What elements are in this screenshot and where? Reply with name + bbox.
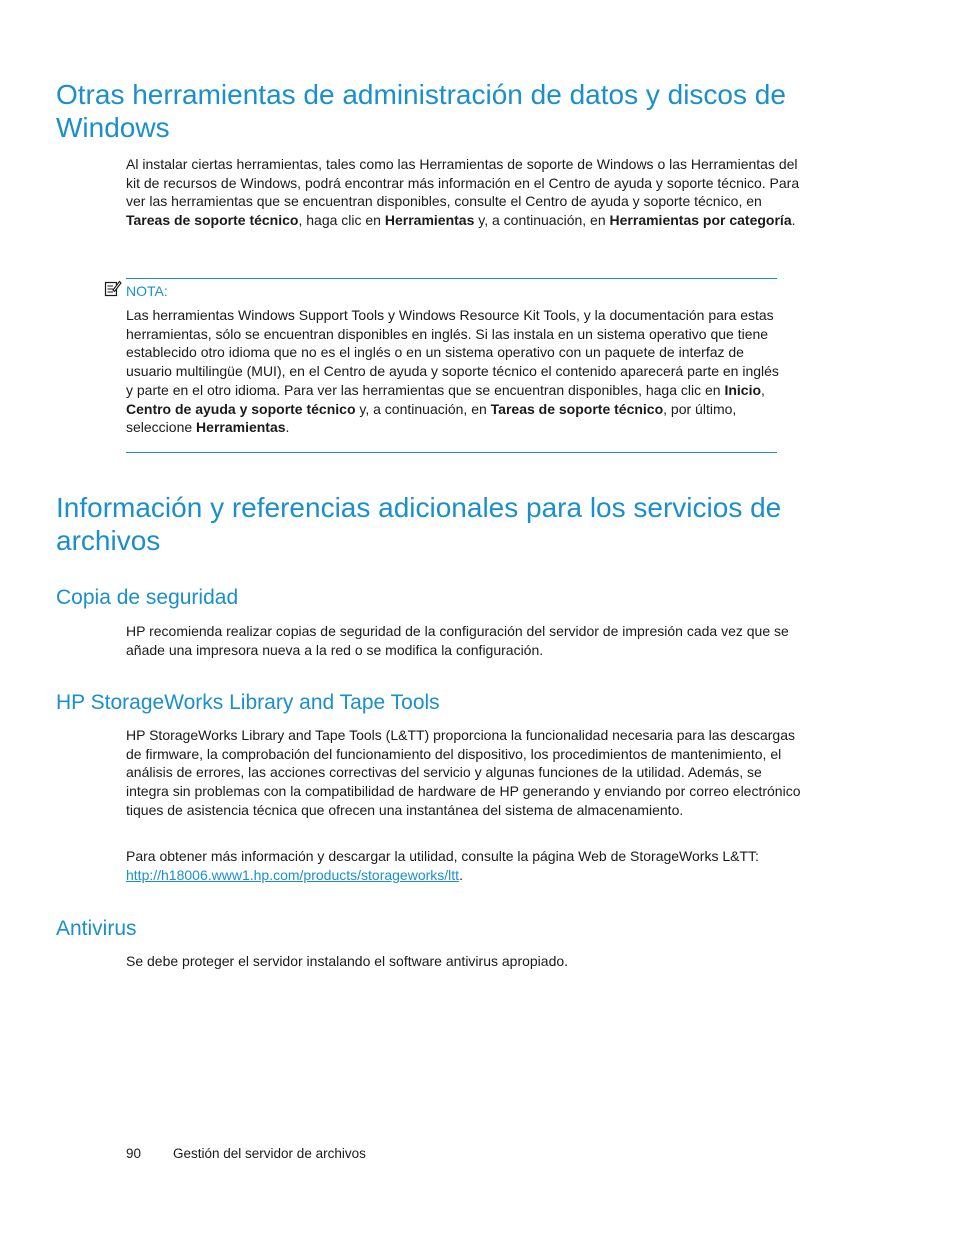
footer-page-number: 90 [126,1146,142,1161]
antivirus-paragraph: Se debe proteger el servidor instalando el software antivirus apropiado. [126,953,569,969]
note-top-rule [126,278,777,279]
subsection-title-backup: Copia de seguridad [56,586,239,609]
subsection-title-ltt: HP StorageWorks Library and Tape Tools [56,691,440,714]
section-title-additional-info: Información y referencias adicionales para los servicios de archivos [56,492,782,556]
note-paragraph: Las herramientas Windows Support Tools y Windows Resource Kit Tools, y la documentación para estas herramientas, sólo se encuentran disponibles en inglés. Si las instala en un sistema operativo que tiene establecido otro idioma que no es el inglés o en un sistema operativo con un paquete de interfaz de usuario multilingüe (MUI), en el Centro de ayuda y soporte técnico el contenido aparecerá parte en inglés y parte en el otro idioma. Para ver las herramientas que se encuentran disponibles, haga clic en Inicio, Centro de ayuda y soporte técnico y, a continuación, en Tareas de soporte técnico, por último, seleccione Herramientas. [126,307,779,436]
note-pencil-icon [104,279,122,297]
note-bottom-rule [126,452,777,453]
subsection-title-antivirus: Antivirus [56,917,137,940]
ltt-paragraph: HP StorageWorks Library and Tape Tools (L&TT) proporciona la funcionalidad necesaria para las descargas de firmware, la comprobación del funcionamiento del dispositivo, los procedimientos de mantenimiento, el análisis de errores, las acciones correctivas del servicio y algunas funciones de la utilidad. Además, se integra sin problemas con la compatibilidad de hardware de HP generando y enviando por correo electrónico tiques de asistencia técnica que ofrecen una instantánea del sistema de almacenamiento. [126,727,801,818]
ltt-download-paragraph: Para obtener más información y descargar la utilidad, consulte la página Web de StorageWorks L&TT: http://h18006.www1.hp.com/products/storageworks/ltt. [126,848,759,883]
windows-tools-paragraph: Al instalar ciertas herramientas, tales como las Herramientas de soporte de Windows o las Herramientas del kit de recursos de Windows, podrá encontrar más información en el Centro de ayuda y soporte técnico. Para ver las herramientas que se encuentran disponibles, consulte el Centro de ayuda y soporte técnico, en Tareas de soporte técnico, haga clic en Herramientas y, a continuación, en Herramientas por categoría. [126,156,800,229]
note-label: NOTA: [126,283,168,299]
ltt-download-link[interactable]: http://h18006.www1.hp.com/products/storageworks/ltt [126,866,460,883]
backup-paragraph: HP recomienda realizar copias de seguridad de la configuración del servidor de impresión cada vez que se añade una impresora nueva a la red o se modifica la configuración. [126,623,789,658]
footer-chapter-title: Gestión del servidor de archivos [173,1146,366,1161]
section-title-windows-tools: Otras herramientas de administración de datos y discos de Windows [56,79,786,143]
